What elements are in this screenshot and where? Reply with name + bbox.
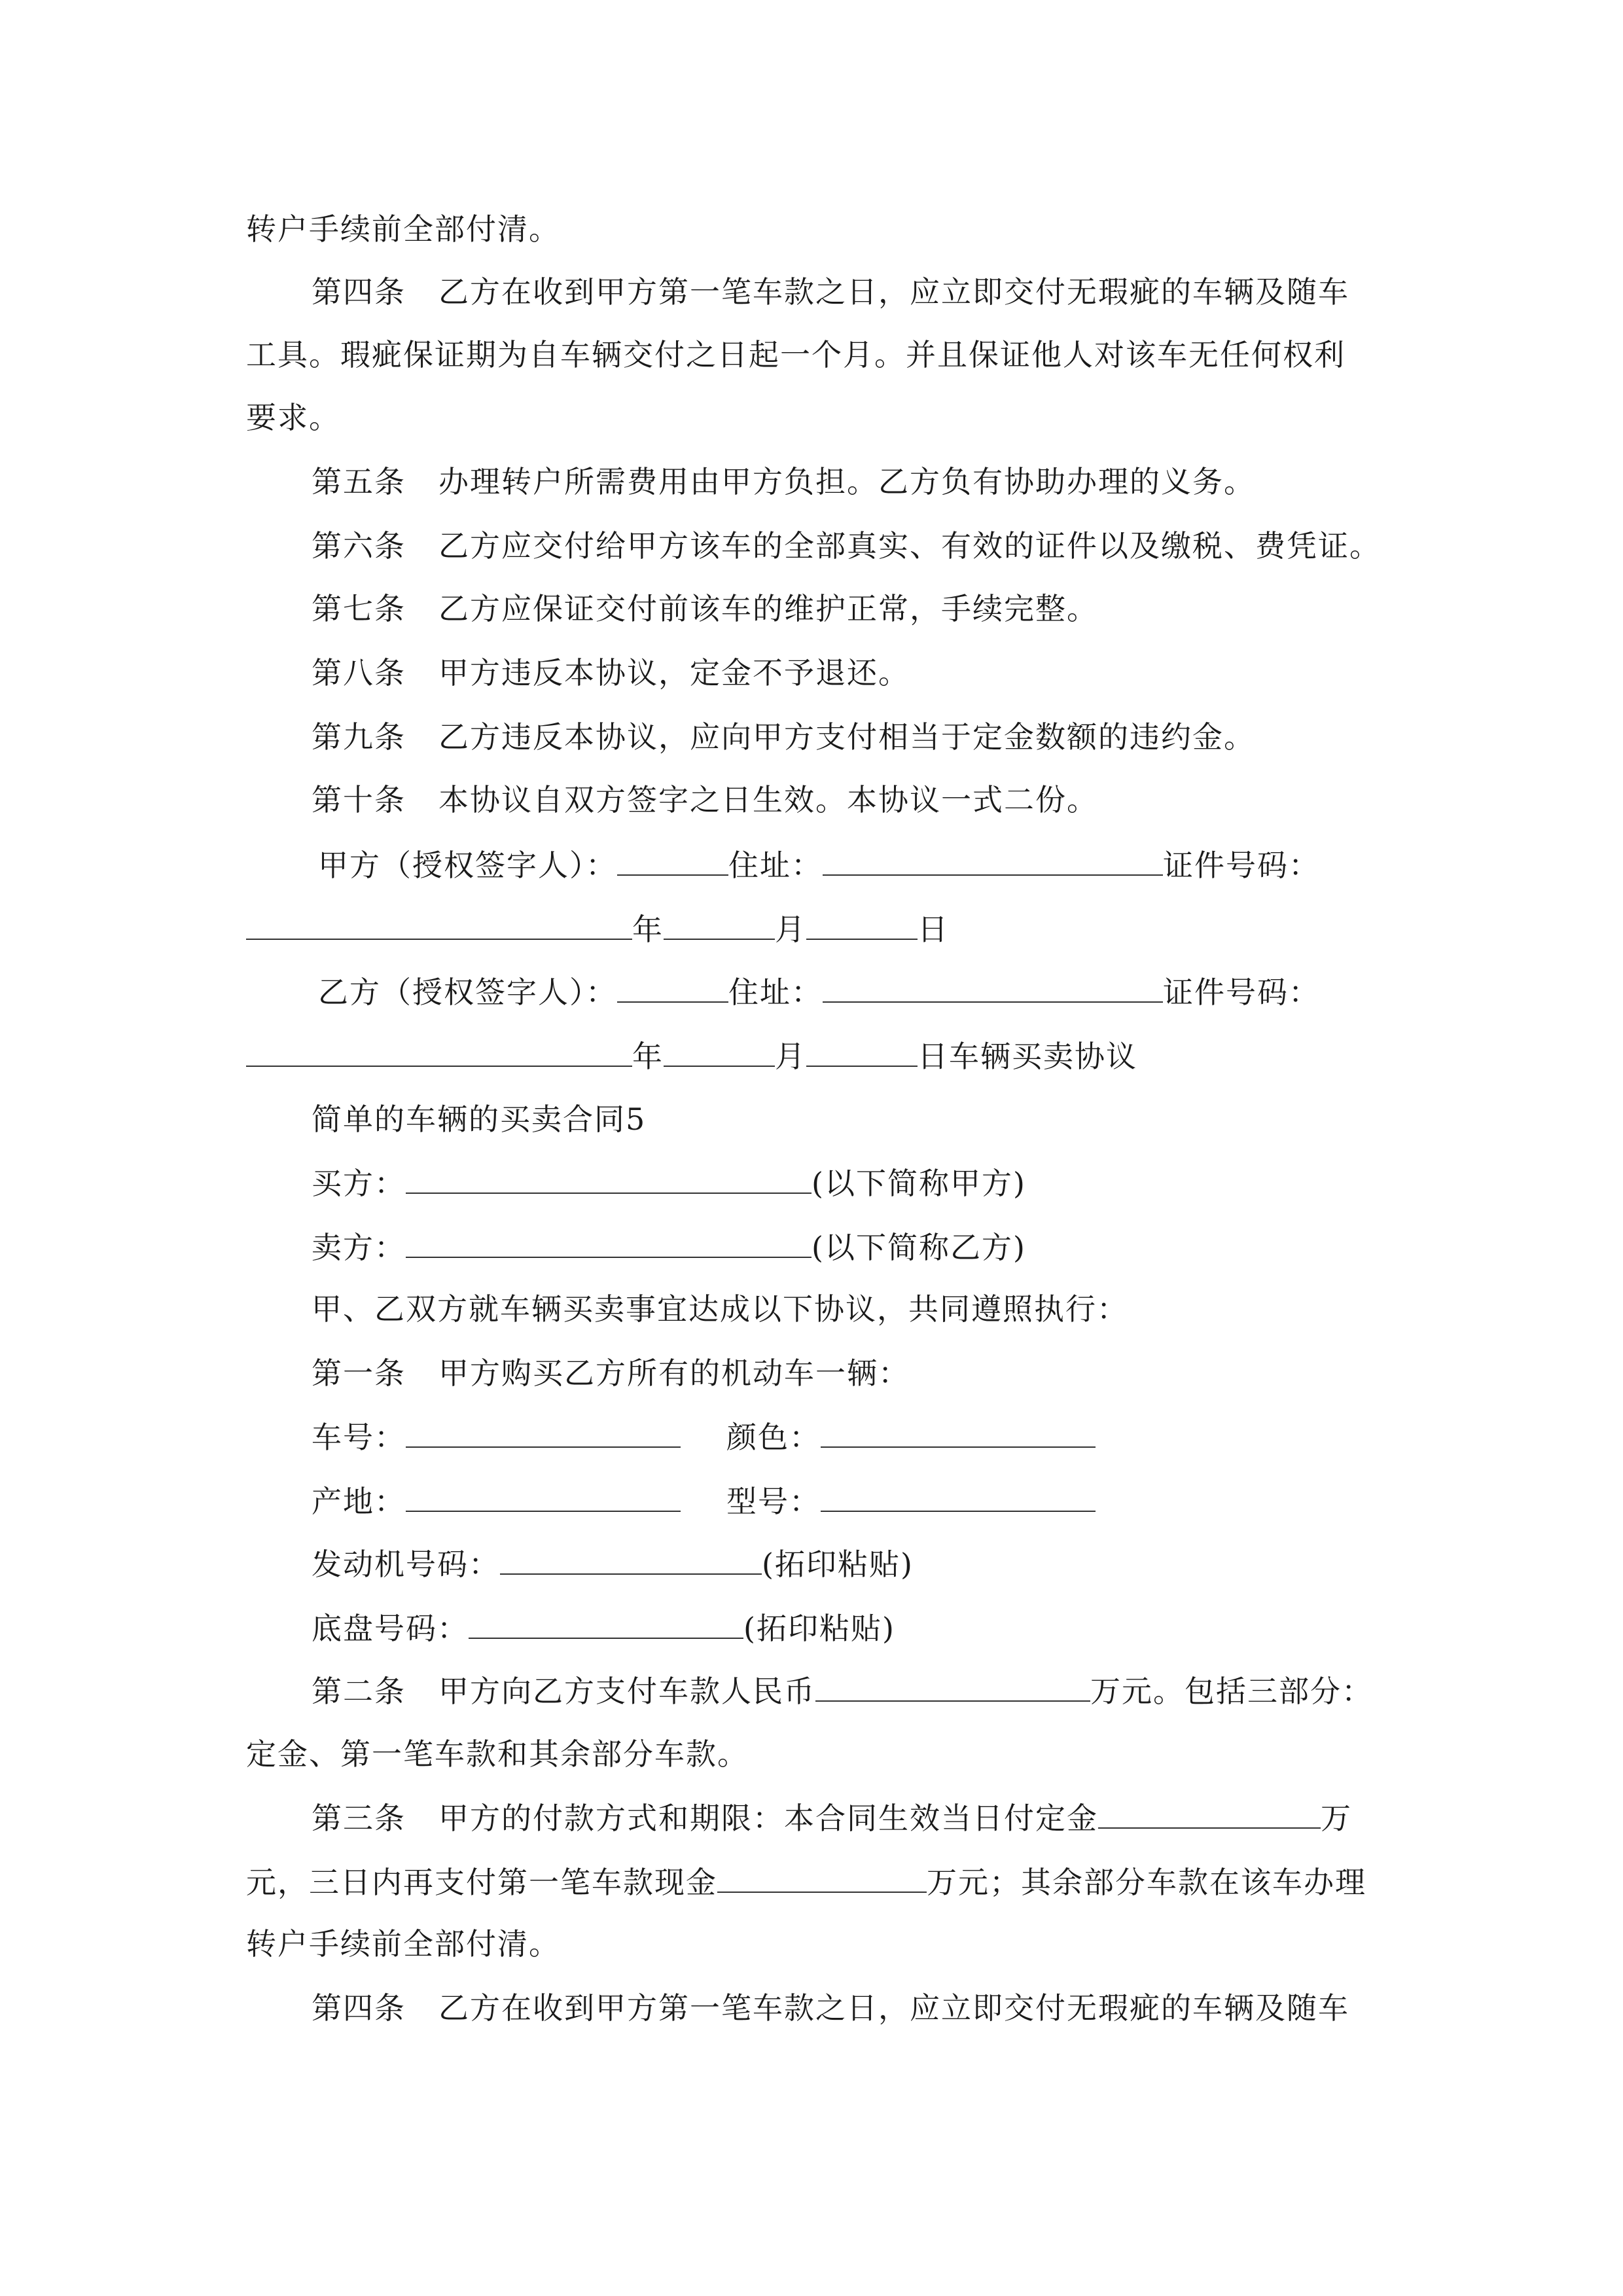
article-text: 甲方购买乙方所有的机动车一辆： [438,1355,910,1391]
text: 万元；其余部分车款在该车办理 [927,1865,1366,1900]
article-8 [312,653,910,692]
text: 工具。瑕疵保证期为自车辆交付之日起一个月。并且保证他人对该车无任何权利 [246,337,1346,372]
text: 定金、第一笔车款和其余部分车款。 [246,1736,749,1772]
chassis-label: 底盘号码： [312,1611,469,1646]
article-text: 乙方应交付给甲方该车的全部真实、有效的证件以及缴税、费凭证。 [438,528,1381,564]
party-a-label: 甲方（授权签字人）： [318,848,617,883]
article-label: 第八条 [312,655,406,691]
text: 转户手续前全部付清。 [246,1926,560,1962]
title-text: 简单的车辆的买卖合同5 [312,1102,647,1137]
rubbing-note: (拓印粘贴) [762,1547,914,1582]
chassis-line [312,1607,895,1648]
engine-blank[interactable] [500,1543,762,1575]
article-3 [312,1797,1352,1838]
color-label: 颜色： [726,1420,821,1455]
id-number-label: 证件号码： [1163,848,1320,883]
intro-line [312,1289,1128,1329]
article-text: 乙方在收到甲方第一笔车款之日，应立即交付无瑕疵的车辆及随车 [438,1990,1349,2026]
article-text: 甲方向乙方支付车款人民币 [438,1674,815,1709]
id-number-blank[interactable] [246,1035,632,1067]
article-1 [312,1354,910,1393]
article-text: 万元。包括三部分： [1090,1674,1373,1709]
color-blank[interactable] [821,1416,1096,1448]
article-2 [312,1670,1373,1711]
year-label: 年 [632,1039,664,1074]
article-label: 第二条 [312,1674,406,1709]
paragraph-line [246,398,340,437]
paragraph-line [246,209,560,249]
article-label: 第九条 [312,719,406,755]
day-blank[interactable] [806,908,918,940]
contract-title [312,1100,646,1139]
text: 元，三日内再支付第一笔车款现金 [246,1865,717,1900]
seller-label: 卖方： [312,1230,406,1265]
paragraph-line [246,1924,560,1964]
article-10 [312,780,1098,819]
seller-blank[interactable] [406,1227,812,1258]
party-b-signature-blank[interactable] [617,971,728,1003]
article-text: 乙方应保证交付前该车的维护正常，手续完整。 [438,591,1098,626]
signature-line-a [318,844,1320,885]
address-blank[interactable] [823,844,1163,876]
article-text: 办理转户所需费用由甲方负担。乙方负有协助办理的义务。 [438,464,1255,499]
buyer-suffix: (以下简称甲方) [812,1166,1026,1201]
article-5 [312,462,1255,501]
article-label: 第三条 [312,1801,406,1836]
article-label: 第四条 [312,274,406,310]
engine-line [312,1543,914,1584]
article-4 [312,272,1349,312]
id-number-blank[interactable] [246,908,632,940]
date-line-a [246,908,949,949]
article-label: 第一条 [312,1355,406,1391]
article-4-repeat [312,1988,1349,2028]
origin-blank[interactable] [406,1480,681,1512]
model-blank[interactable] [821,1480,1096,1512]
month-label: 月 [775,912,806,947]
article-label: 第五条 [312,464,406,499]
article-text: 乙方在收到甲方第一笔车款之日，应立即交付无瑕疵的车辆及随车 [438,274,1349,310]
engine-label: 发动机号码： [312,1547,500,1582]
year-label: 年 [632,912,664,947]
article-label: 第十条 [312,782,406,817]
day-blank[interactable] [806,1035,918,1067]
article-label: 第六条 [312,528,406,564]
article-text: 甲方的付款方式和期限：本合同生效当日付定金 [438,1801,1098,1836]
month-blank[interactable] [664,1035,775,1067]
signature-line-b [318,971,1320,1012]
article-text: 乙方违反本协议，应向甲方支付相当于定金数额的违约金。 [438,719,1255,755]
origin-model-line [312,1480,1096,1521]
rubbing-note: (拓印粘贴) [743,1611,895,1646]
article-9 [312,717,1255,757]
price-blank[interactable] [815,1670,1090,1702]
article-label: 第四条 [312,1990,406,2026]
buyer-label: 买方： [312,1166,406,1201]
article-text: 万 [1321,1801,1352,1836]
paragraph-line [246,335,1346,374]
deposit-blank[interactable] [1098,1797,1321,1829]
id-number-label: 证件号码： [1163,975,1320,1010]
plate-blank[interactable] [406,1416,681,1448]
origin-label: 产地： [312,1484,406,1519]
address-blank[interactable] [823,971,1163,1003]
first-payment-blank[interactable] [717,1861,927,1893]
seller-line [312,1227,1026,1267]
plate-color-line [312,1416,1096,1457]
article-7 [312,589,1098,628]
seller-suffix: (以下简称乙方) [812,1230,1026,1265]
article-6 [312,526,1381,565]
party-a-signature-blank[interactable] [617,844,728,876]
address-label: 住址： [728,975,823,1010]
buyer-blank[interactable] [406,1162,812,1194]
date-line-b [246,1035,1137,1076]
buyer-line [312,1162,1026,1203]
paragraph-line [246,1734,749,1774]
text: 转户手续前全部付清。 [246,211,560,247]
party-b-label: 乙方（授权签字人）： [318,975,617,1010]
model-label: 型号： [726,1484,821,1519]
chassis-blank[interactable] [469,1607,743,1639]
intro-text: 甲、乙双方就车辆买卖事宜达成以下协议，共同遵照执行： [312,1291,1128,1327]
paragraph-line [246,1861,1366,1902]
month-blank[interactable] [664,908,775,940]
article-text: 甲方违反本协议，定金不予退还。 [438,655,910,691]
address-label: 住址： [728,848,823,883]
day-label: 日 [918,912,949,947]
day-title-label: 日车辆买卖协议 [918,1039,1137,1074]
article-label: 第七条 [312,591,406,626]
article-text: 本协议自双方签字之日生效。本协议一式二份。 [438,782,1098,817]
plate-label: 车号： [312,1420,406,1455]
month-label: 月 [775,1039,806,1074]
text: 要求。 [246,400,340,435]
